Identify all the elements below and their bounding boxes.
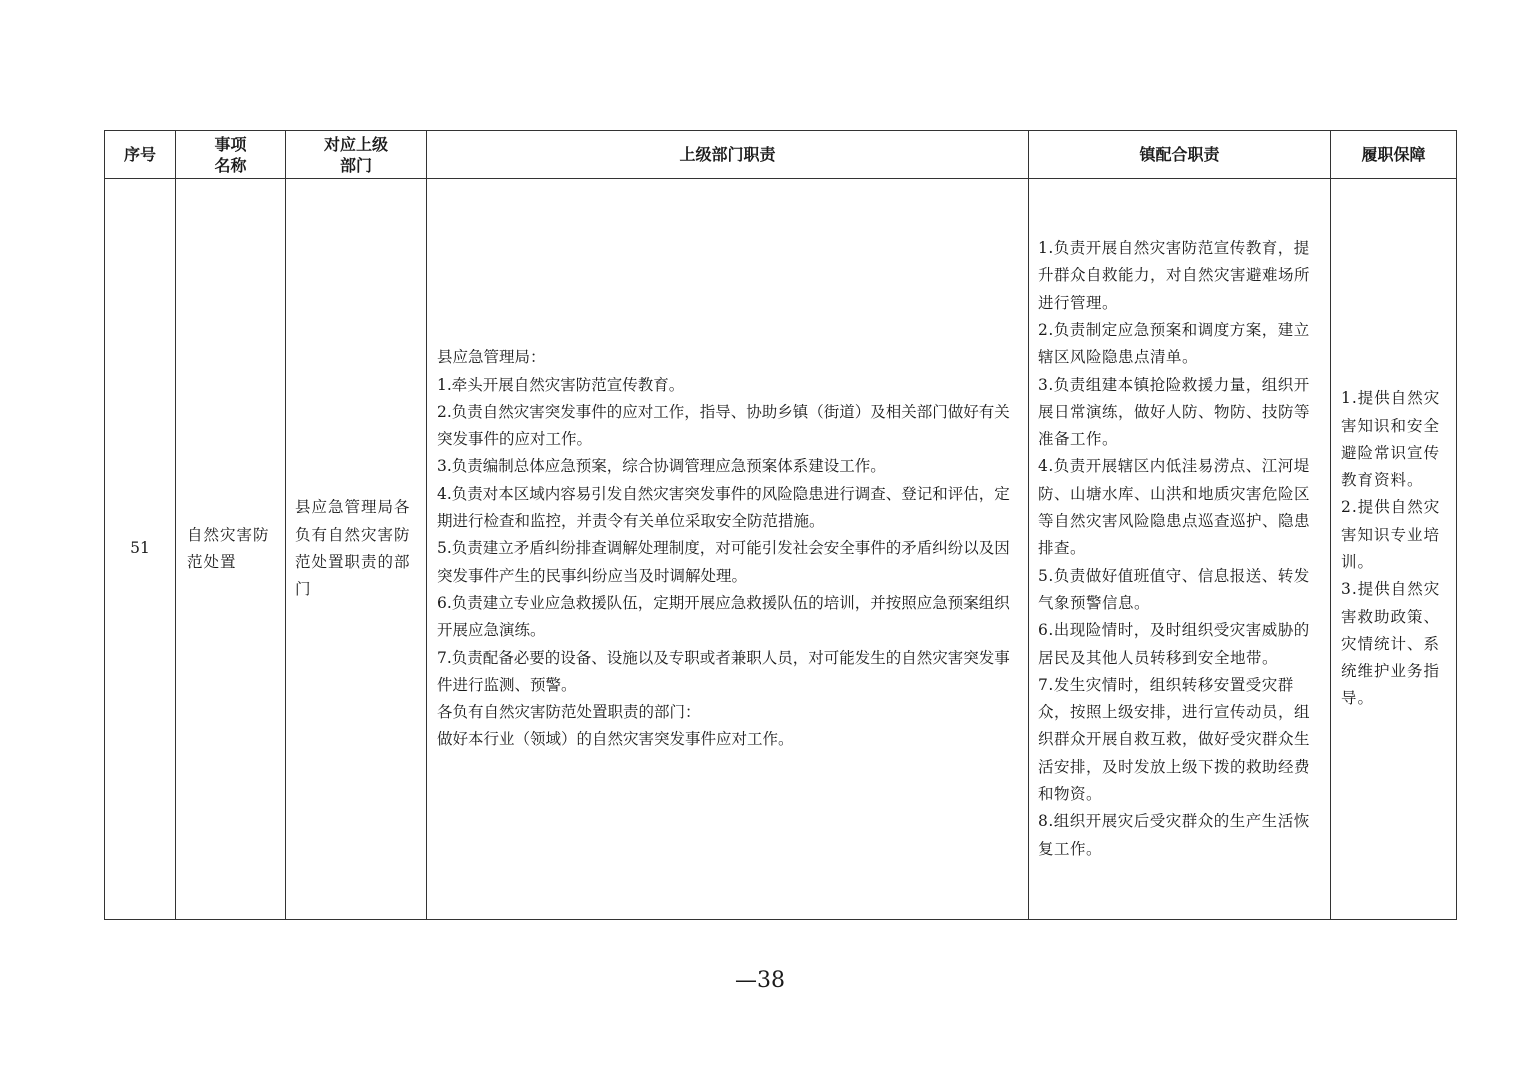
header-upper-dept-line1: 对应上级	[323, 134, 388, 154]
cell-no: 51	[105, 179, 176, 920]
upper-duty-line: 各负有自然灾害防范处置职责的部门：	[437, 703, 701, 722]
upper-duty-line: 5.负责建立矛盾纠纷排查调解处理制度，对可能引发社会安全事件的矛盾纠纷以及因突发事件产生的民事纠纷应当及时调解处理。	[437, 539, 1010, 585]
header-upper-dept-line2: 部门	[339, 155, 372, 175]
header-upper-duty: 上级部门职责	[427, 131, 1029, 179]
header-item-name-line2: 名称	[214, 155, 247, 175]
cell-item-name-text: 自然灾害防范处置	[187, 525, 270, 571]
upper-duty-line: 1.牵头开展自然灾害防范宣传教育。	[437, 375, 685, 394]
header-upper-dept	[286, 131, 427, 179]
guarantee-line: 1.提供自然灾害知识和安全避险常识宣传教育资料。	[1341, 389, 1441, 490]
header-guarantee: 履职保障	[1331, 131, 1457, 179]
upper-duty-line: 2.负责自然灾害突发事件的应对工作，指导、协助乡镇（街道）及相关部门做好有关突发事件的应对工作。	[437, 402, 1010, 449]
town-duty-line: 2.负责制定应急预案和调度方案，建立辖区风险隐患点清单。	[1038, 320, 1310, 367]
town-duty-line: 6.出现险情时，及时组织受灾害威胁的居民及其他人员转移到安全地带。	[1038, 621, 1310, 667]
cell-guarantee	[1331, 179, 1457, 920]
upper-duty-line: 7.负责配备必要的设备、设施以及专职或者兼职人员，对可能发生的自然灾害突发事件进行监测、预警。	[437, 648, 1010, 694]
upper-duty-line: 4.负责对本区域内容易引发自然灾害突发事件的风险隐患进行调查、登记和评估，定期进行检查和监控，并责令有关单位采取安全防范措施。	[437, 484, 1010, 531]
cell-upper-dept	[286, 179, 427, 920]
town-duty-line: 1.负责开展自然灾害防范宣传教育，提升群众自救能力，对自然灾害避难场所进行管理。	[1038, 239, 1311, 312]
upper-duty-line: 3.负责编制总体应急预案，综合协调管理应急预案体系建设工作。	[437, 457, 886, 476]
town-duty-line: 7.发生灾情时，组织转移安置受灾群众，按照上级安排，进行宣传动员，组织群众开展自救互救，做好受灾群众生活安排，及时发放上级下拨的救助经费和物资。	[1038, 675, 1311, 804]
town-duty-line: 5.负责做好值班值守、信息报送、转发气象预警信息。	[1038, 566, 1310, 612]
upper-duty-line: 做好本行业（领域）的自然灾害突发事件应对工作。	[437, 730, 794, 749]
cell-town-duty	[1029, 179, 1331, 920]
table-header-row	[105, 131, 1457, 179]
page-number: —38	[735, 968, 785, 993]
town-duty-line: 8.组织开展灾后受灾群众的生产生活恢复工作。	[1038, 812, 1310, 858]
table-row	[105, 179, 1457, 920]
header-no: 序号	[105, 131, 176, 179]
town-duty-line: 4.负责开展辖区内低洼易涝点、江河堤防、山塘水库、山洪和地质灾害危险区等自然灾害风险隐患点巡查巡护、隐患排查。	[1038, 457, 1311, 558]
upper-duty-line: 县应急管理局：	[437, 348, 546, 367]
cell-upper-duty	[427, 179, 1029, 920]
header-item-name-line1: 事项	[214, 134, 247, 154]
upper-duty-line: 6.负责建立专业应急救援队伍，定期开展应急救援队伍的培训，并按照应急预案组织开展应急演练。	[437, 593, 1010, 640]
header-item-name	[176, 131, 286, 179]
cell-upper-dept-text: 县应急管理局各负有自然灾害防范处置职责的部门	[295, 498, 411, 599]
duty-table	[104, 130, 1457, 920]
guarantee-line: 3.提供自然灾害救助政策、灾情统计、系统维护业务指导。	[1341, 580, 1441, 708]
guarantee-line: 2.提供自然灾害知识专业培训。	[1341, 498, 1441, 571]
header-town-duty: 镇配合职责	[1029, 131, 1331, 179]
cell-item-name	[176, 179, 286, 920]
town-duty-line: 3.负责组建本镇抢险救援力量，组织开展日常演练，做好人防、物防、技防等准备工作。	[1038, 375, 1311, 449]
